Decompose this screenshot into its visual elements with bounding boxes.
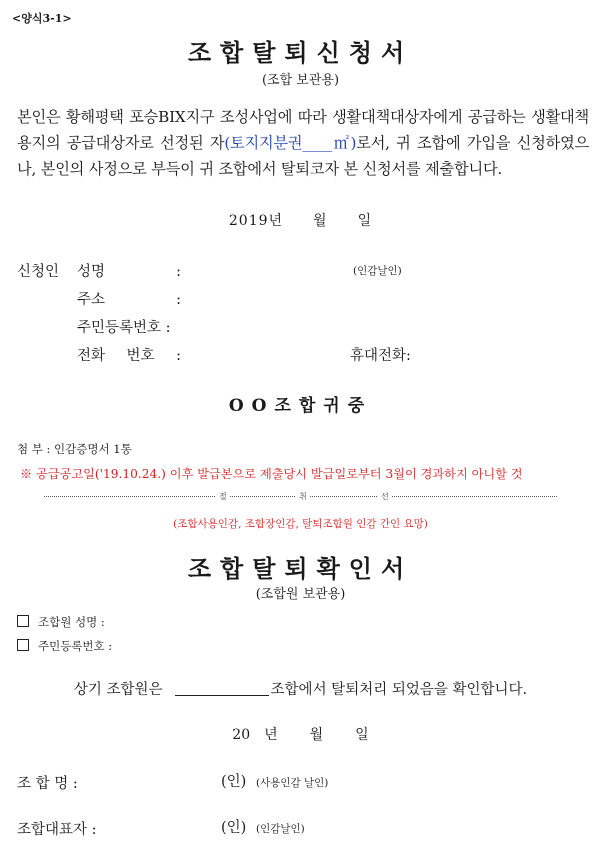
- union-name-label: 조 합 명 :: [17, 776, 78, 792]
- checkbox-square[interactable]: [17, 639, 29, 651]
- resident-number-label: 주민등록번호 :: [77, 320, 171, 336]
- union-name-blank[interactable]: [175, 681, 269, 696]
- cut-line-char-3: 선: [378, 491, 392, 502]
- issuance-notice: ※ 공급공고일('19.10.24.) 이후 발급본으로 제출당시 발급일로부터 3월이 경과하지 아니할 것: [20, 467, 523, 481]
- member-resident-number-label: 주민등록번호 :: [38, 639, 113, 653]
- withdrawal-confirmation-title: 조합탈퇴확인서: [187, 554, 414, 583]
- confirm-text-after: 조합에서 탈퇴처리 되었음을 확인합니다.: [270, 682, 528, 698]
- body-text-before: 본인은 황해평택 포승BIX지구 조성사업에 따라 생활대책대상자에게 공급하는 생활대책용지의 공급대상자로 선정된 자: [17, 108, 589, 152]
- union-seal-note: (사용인감 날인): [256, 777, 329, 789]
- applicant-label: 신청인: [17, 264, 60, 280]
- checkbox-square[interactable]: [17, 615, 29, 627]
- date-month: 월: [313, 213, 328, 229]
- name-label: 성명 :: [77, 264, 181, 280]
- cut-line-char-2: 취: [296, 491, 310, 502]
- confirmation-date: [0, 724, 601, 744]
- date-day: 일: [357, 213, 373, 229]
- phone-label: 전화 번호 :: [77, 348, 181, 364]
- cut-line-char-1: 절: [216, 491, 230, 502]
- body-land-share-blank: (토지지분권____㎡): [224, 134, 357, 152]
- mobile-label: 휴대전화:: [350, 348, 411, 364]
- representative-seal-note: (인감날인): [256, 823, 305, 835]
- date-month: 월: [309, 727, 324, 743]
- union-seal-mark: (인): [221, 774, 247, 790]
- request-date: [0, 210, 601, 230]
- address-label: 주소 :: [77, 292, 181, 308]
- request-body-paragraph: [17, 104, 589, 182]
- body-text-after: 로서, 귀 조합에 가입을 신청하였으나, 본인의 사정으로 부득이 귀 조합에서 탈퇴코자 본 신청서를 제출합니다.: [17, 134, 590, 178]
- withdrawal-request-title: 조합탈퇴신청서: [187, 38, 414, 67]
- attachment-note: 첨 부 : 인감증명서 1통: [17, 442, 132, 456]
- date-day: 일: [355, 727, 369, 743]
- member-resident-number-row: [17, 638, 112, 654]
- form-number: <양식3-1>: [12, 12, 72, 25]
- representative-seal-mark: (인): [221, 820, 247, 836]
- representative-label: 조합대표자 :: [17, 822, 97, 838]
- addressee: OO조합귀중: [228, 396, 373, 416]
- withdrawal-request-subtitle: (조합 보관용): [261, 73, 340, 88]
- date-year: 20: [232, 727, 251, 743]
- confirmation-sentence: [0, 678, 601, 699]
- seal-note: (인감날인): [353, 265, 402, 277]
- withdrawal-confirmation-subtitle: (조합원 보관용): [255, 587, 346, 602]
- cut-line-note: (조합사용인감, 조합장인감, 탈퇴조합원 인감 간인 요망): [173, 518, 428, 530]
- confirm-text-before: 상기 조합원은: [73, 682, 163, 698]
- date-year: 2019년: [228, 213, 284, 229]
- date-year-unit: 년: [264, 727, 278, 743]
- member-name-label: 조합원 성명 :: [38, 615, 105, 629]
- member-name-row: [17, 614, 105, 630]
